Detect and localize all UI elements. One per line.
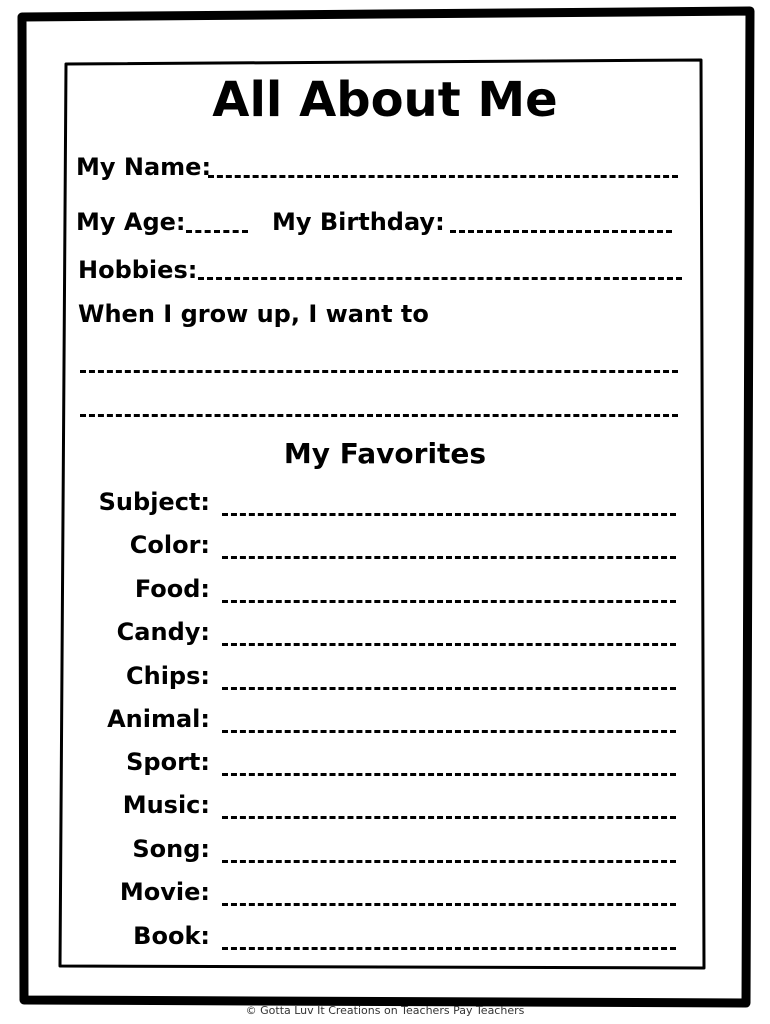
page-title: All About Me	[212, 72, 558, 128]
favorite-row-candy	[80, 617, 680, 651]
grow-up-answer-line-1[interactable]	[80, 370, 678, 373]
age-label: My Age:	[76, 208, 186, 236]
favorite-row-song	[80, 834, 680, 868]
favorite-label: Subject:	[98, 488, 210, 516]
favorite-label: Sport:	[126, 748, 210, 776]
favorite-row-sport	[80, 747, 680, 781]
favorite-row-music	[80, 790, 680, 824]
favorite-answer-line[interactable]	[222, 947, 676, 950]
favorites-heading: My Favorites	[283, 437, 487, 470]
birthday-answer-line[interactable]	[450, 230, 672, 233]
favorite-row-food	[80, 574, 680, 608]
copyright-footer: © Gotta Luv It Creations on Teachers Pay Teachers	[245, 1004, 525, 1017]
favorite-label: Candy:	[116, 618, 210, 646]
grow-up-label: When I grow up, I want to	[78, 300, 429, 328]
favorite-row-movie	[80, 877, 680, 911]
favorite-row-book	[80, 921, 680, 955]
favorite-answer-line[interactable]	[222, 903, 676, 906]
name-label: My Name:	[76, 153, 212, 181]
favorite-answer-line[interactable]	[222, 687, 676, 690]
favorite-label: Movie:	[119, 878, 210, 906]
favorite-label: Chips:	[126, 662, 210, 690]
hobbies-answer-line[interactable]	[198, 277, 682, 280]
favorite-answer-line[interactable]	[222, 773, 676, 776]
age-answer-line[interactable]	[186, 230, 248, 233]
favorite-label: Color:	[129, 531, 210, 559]
favorite-answer-line[interactable]	[222, 513, 676, 516]
birthday-label: My Birthday:	[272, 208, 445, 236]
favorite-row-color	[80, 530, 680, 564]
favorite-label: Animal:	[107, 705, 210, 733]
name-answer-line[interactable]	[208, 175, 678, 178]
favorite-answer-line[interactable]	[222, 860, 676, 863]
favorite-row-subject	[80, 487, 680, 521]
hobbies-label: Hobbies:	[78, 256, 198, 284]
favorite-row-animal	[80, 704, 680, 738]
favorite-answer-line[interactable]	[222, 730, 676, 733]
grow-up-answer-line-2[interactable]	[80, 414, 678, 417]
favorite-label: Book:	[133, 922, 210, 950]
favorite-label: Music:	[122, 791, 210, 819]
favorite-label: Song:	[132, 835, 210, 863]
favorite-answer-line[interactable]	[222, 816, 676, 819]
favorite-answer-line[interactable]	[222, 643, 676, 646]
favorite-answer-line[interactable]	[222, 600, 676, 603]
favorite-label: Food:	[134, 575, 210, 603]
favorite-row-chips	[80, 661, 680, 695]
favorite-answer-line[interactable]	[222, 556, 676, 559]
